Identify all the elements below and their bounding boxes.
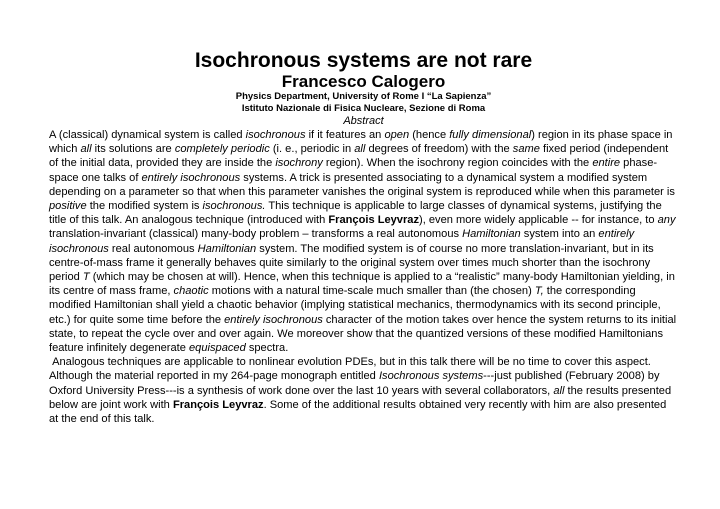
text-run: motions with a natural time-scale much smaller than (the chosen): [208, 285, 535, 298]
affiliation-line-2: Istituto Nazionale di Fisica Nucleare, Sezione di Roma: [241, 103, 486, 114]
text-run: any: [657, 214, 676, 227]
text-run: entirely isochronous: [224, 313, 323, 326]
text-run: open: [384, 129, 410, 141]
text-run: isochronous.: [202, 200, 266, 213]
text-run: all: [553, 384, 565, 397]
text-run: the modified system is: [86, 200, 203, 213]
text-run: (which may be chosen at will). Hence, when this technique is applied to a “realistic” many-body Hamiltonian yielding, in its centre of mass frame,: [49, 271, 675, 298]
text-run: fully dimensional: [449, 129, 532, 141]
author-name: Francesco Calogero: [281, 72, 446, 91]
text-run: . Some of the additional results obtained very recently with him are also presented at the end of this talk.: [49, 398, 667, 426]
text-run: isochrony: [275, 157, 323, 170]
text-run: François Leyvraz: [328, 214, 420, 227]
text-run: François Leyvraz: [172, 398, 264, 411]
text-run: fixed period (independent of the initial data, provided they are inside the: [49, 143, 669, 170]
text-run: This technique is applicable to large classes of dynamical systems, justifying the title of this talk. An analogous technique (introduced with: [49, 200, 662, 227]
text-run: all: [80, 143, 92, 156]
text-run: Hamiltonian: [462, 228, 521, 241]
text-run: entirely isochronous: [49, 228, 635, 255]
text-run: region). When the isochrony region coincides with the: [322, 157, 593, 170]
text-run: the results presented below are joint work with: [49, 384, 672, 411]
text-run: (hence: [409, 129, 450, 141]
affiliation-line-1: Physics Department, University of Rome I “La Sapienza”: [235, 91, 492, 102]
text-run: phase-space one talks of: [49, 157, 658, 184]
abstract-paragraph-1: [49, 128, 678, 355]
text-run: T,: [534, 285, 544, 298]
text-run: system into an: [520, 228, 599, 241]
text-run: Analogous techniques are applicable to nonlinear evolution PDEs, but in this talk there will be no time to cover this aspect. Although the material reported in my 264-page monograph entitled: [49, 356, 651, 383]
text-run: degrees of freedom) with the: [365, 143, 513, 156]
abstract-heading: Abstract: [343, 115, 384, 127]
text-run: T: [82, 271, 90, 284]
abstract-body: [49, 128, 678, 426]
text-run: Hamiltonian: [197, 242, 257, 255]
text-run: ) region in its phase space in which: [49, 129, 673, 156]
abstract-paragraph-2: [49, 355, 678, 426]
text-run: same: [512, 143, 540, 156]
text-run: spectra.: [245, 342, 289, 355]
text-run: the corresponding modified Hamiltonian shall yield a chaotic behavior (implying statistical mechanics, thermodynamics with its second principle, etc.) for quite some time before the: [49, 285, 661, 326]
text-run: Isochronous systems: [378, 370, 484, 383]
text-run: entire: [592, 157, 621, 170]
text-run: its solutions are: [91, 143, 175, 156]
text-run: A (classical) dynamical system is called: [49, 129, 246, 141]
text-run: character of the motion takes over hence the system returns to its initial state, to repeat the cycle over and over again. We moreover show that the quantized versions of these modified Hamiltonians feature infinitely degenerate: [49, 313, 677, 355]
text-run: all: [354, 143, 366, 156]
text-run: ---just published (February 2008) by Oxford University Press---is a synthesis of work done over the last 10 years with several collaborators,: [49, 370, 660, 397]
text-run: equispaced: [189, 342, 246, 355]
text-run: real autonomous: [108, 242, 198, 255]
text-run: systems. A trick is presented associating to a dynamical system a modified system depending on a parameter so that when this parameter vanishes the original system is reproduced while when this parameter is: [49, 171, 675, 198]
text-run: positive: [49, 200, 87, 213]
text-run: ), even more widely applicable -- for instance, to: [419, 214, 658, 227]
text-run: translation-invariant (classical) many-body problem – transforms a real autonomous: [49, 228, 463, 241]
text-run: isochronous: [245, 129, 306, 141]
text-run: (i. e., periodic in: [269, 143, 355, 156]
text-run: completely periodic: [174, 143, 270, 156]
text-run: chaotic: [173, 285, 209, 298]
paper-title: Isochronous systems are not rare: [194, 49, 533, 72]
text-run: entirely isochronous: [141, 171, 241, 184]
text-run: if it features an: [305, 129, 385, 141]
text-run: system. The modified system is of course no more translation-invariant, but in its centre-of-mass frame it generally behaves quite similarly to the original system over times much shorter than the isochrony period: [49, 242, 654, 284]
